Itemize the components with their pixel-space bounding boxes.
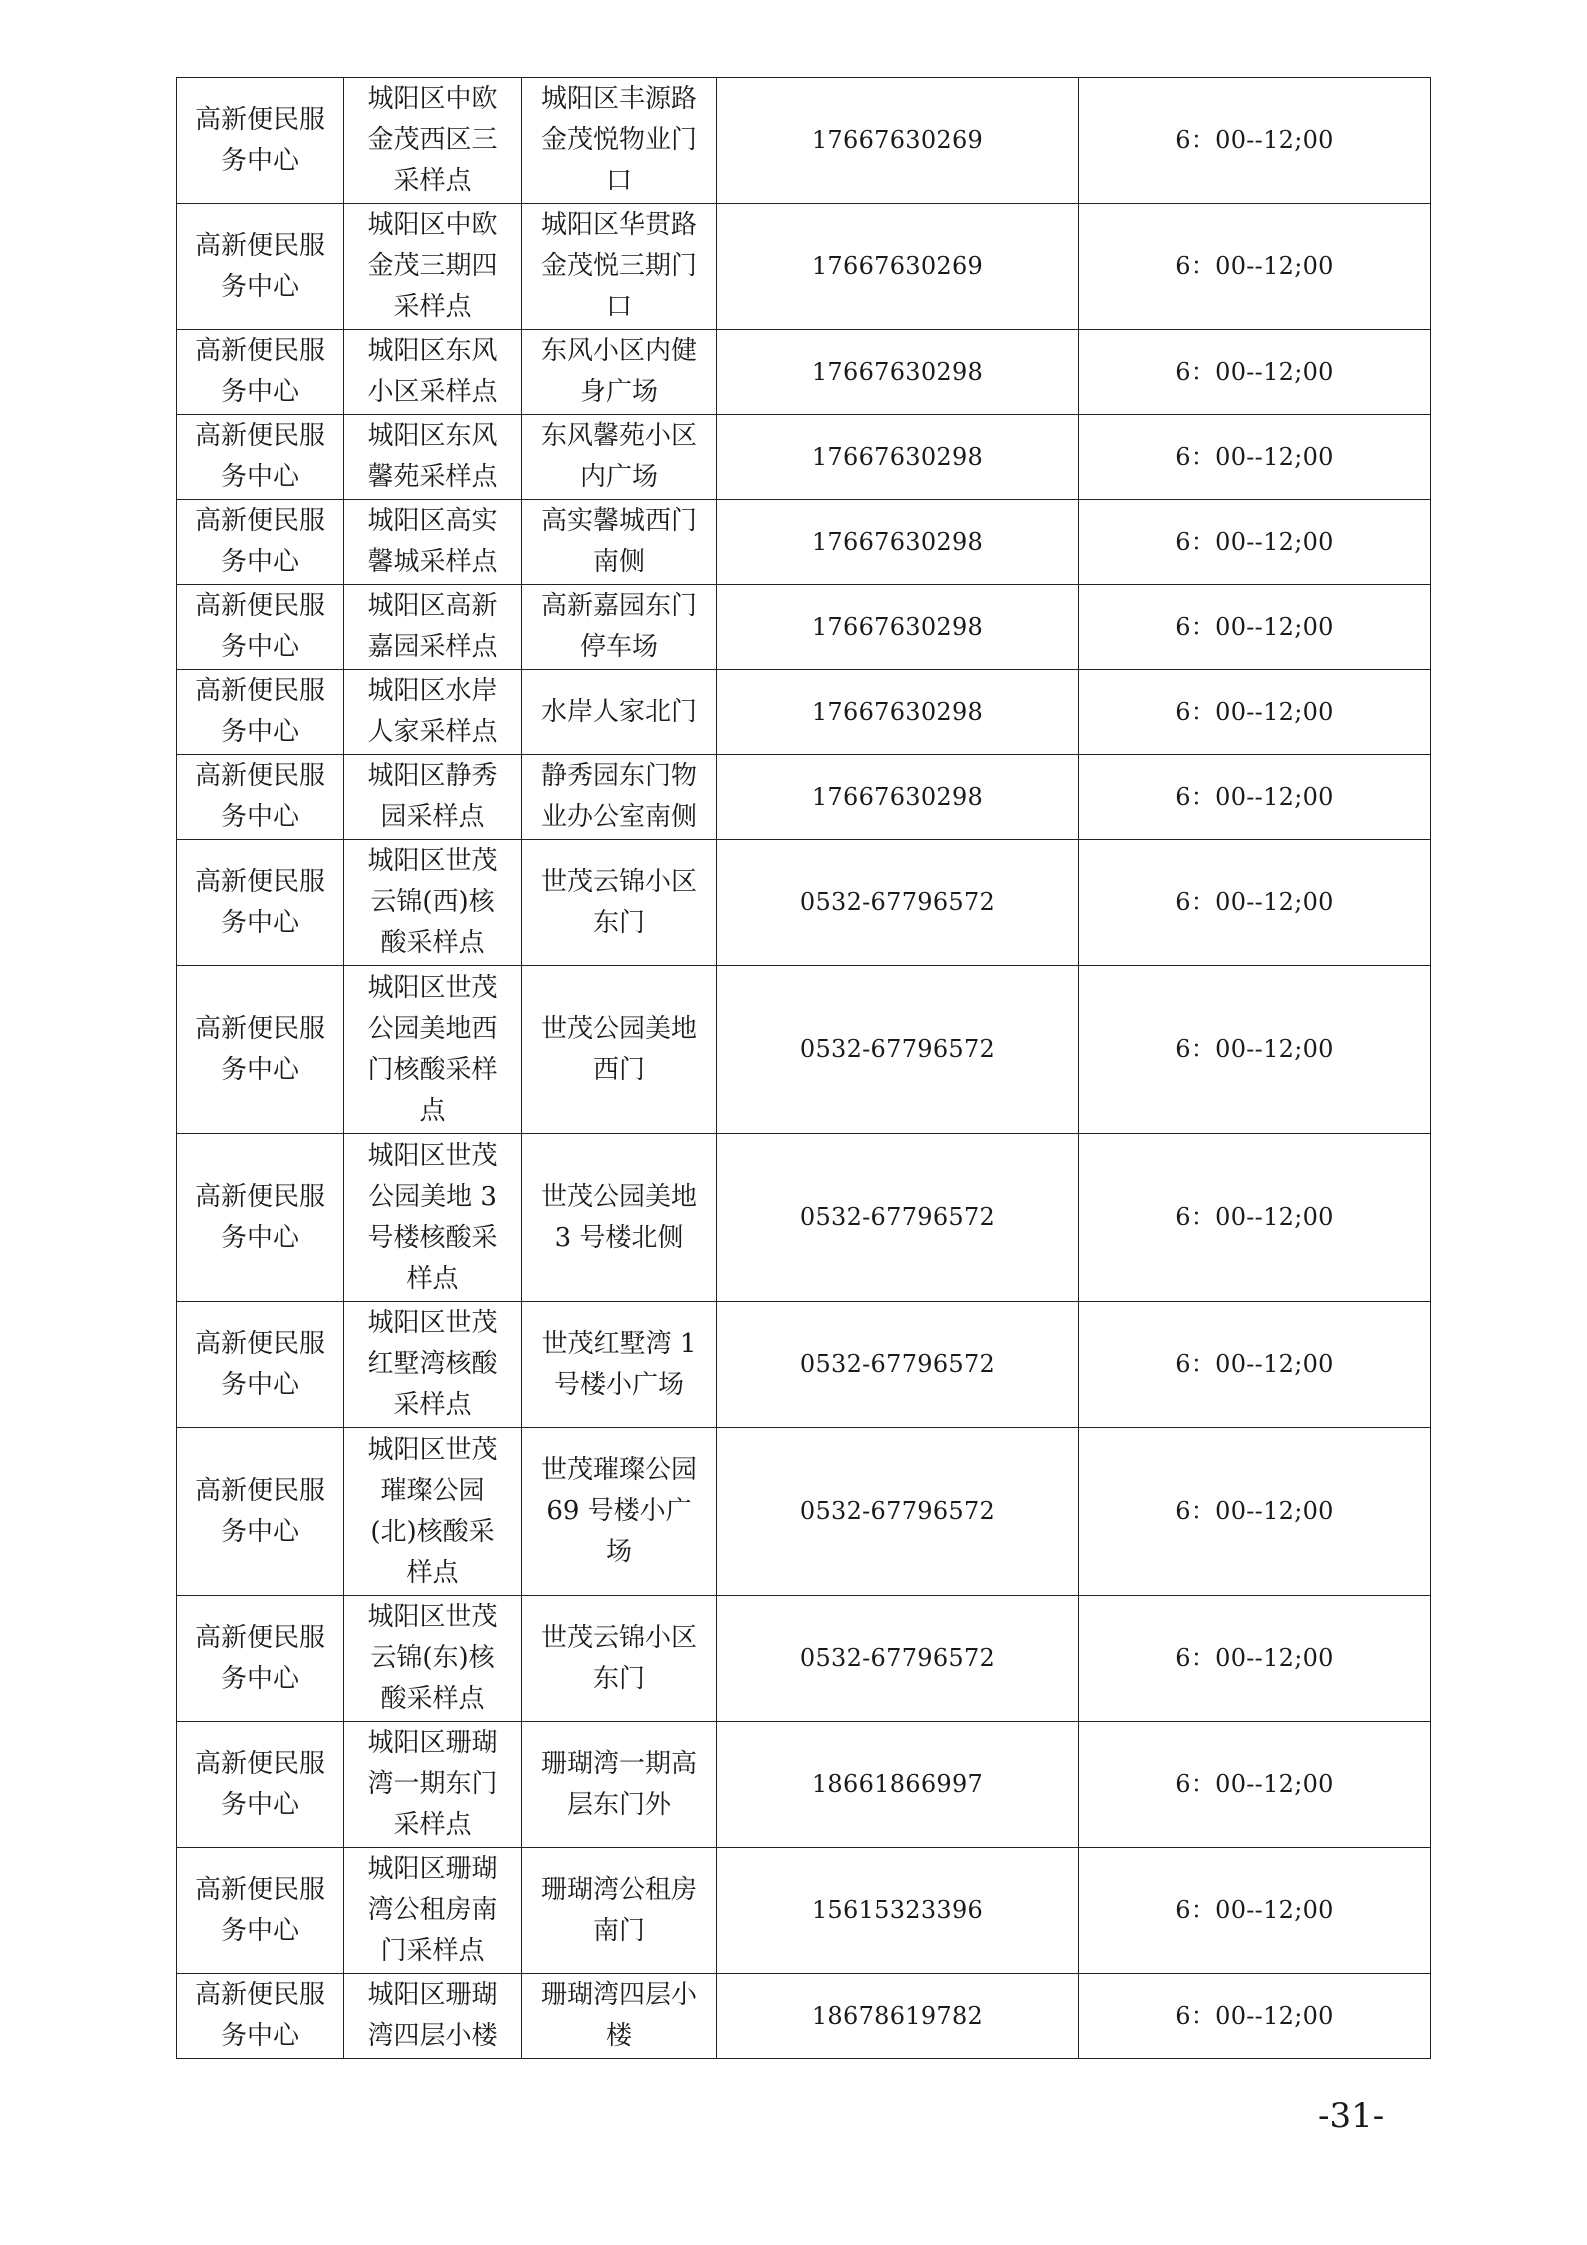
site-name-cell: 城阳区中欧金茂三期四采样点 — [344, 204, 522, 330]
site-name-cell: 城阳区世茂公园美地 3 号楼核酸采样点 — [344, 1134, 522, 1302]
table-row — [177, 204, 1431, 330]
phone-cell: 17667630298 — [717, 500, 1079, 585]
org-cell: 高新便民服务中心 — [177, 1722, 344, 1848]
table-row — [177, 670, 1431, 755]
site-name-cell: 城阳区高实馨城采样点 — [344, 500, 522, 585]
address-cell: 珊瑚湾一期高层东门外 — [522, 1722, 717, 1848]
address-cell: 珊瑚湾四层小楼 — [522, 1974, 717, 2059]
hours-cell: 6：00--12;00 — [1079, 1848, 1431, 1974]
table-row — [177, 1974, 1431, 2059]
hours-cell: 6：00--12;00 — [1079, 500, 1431, 585]
org-cell: 高新便民服务中心 — [177, 840, 344, 966]
table-row — [177, 78, 1431, 204]
org-cell: 高新便民服务中心 — [177, 1134, 344, 1302]
table-row — [177, 1134, 1431, 1302]
phone-cell: 15615323396 — [717, 1848, 1079, 1974]
org-cell: 高新便民服务中心 — [177, 1428, 344, 1596]
table-row — [177, 1848, 1431, 1974]
address-cell: 东风小区内健身广场 — [522, 330, 717, 415]
org-cell: 高新便民服务中心 — [177, 966, 344, 1134]
hours-cell: 6：00--12;00 — [1079, 966, 1431, 1134]
table-row — [177, 585, 1431, 670]
site-name-cell: 城阳区世茂璀璨公园(北)核酸采样点 — [344, 1428, 522, 1596]
org-cell: 高新便民服务中心 — [177, 78, 344, 204]
site-name-cell: 城阳区中欧金茂西区三采样点 — [344, 78, 522, 204]
org-cell: 高新便民服务中心 — [177, 1302, 344, 1428]
org-cell: 高新便民服务中心 — [177, 330, 344, 415]
hours-cell: 6：00--12;00 — [1079, 1302, 1431, 1428]
org-cell: 高新便民服务中心 — [177, 415, 344, 500]
phone-cell: 0532-67796572 — [717, 1428, 1079, 1596]
address-cell: 世茂公园美地 3 号楼北侧 — [522, 1134, 717, 1302]
address-cell: 城阳区华贯路金茂悦三期门口 — [522, 204, 717, 330]
table-row — [177, 330, 1431, 415]
table-row — [177, 1302, 1431, 1428]
sampling-site-table — [176, 77, 1431, 2059]
site-name-cell: 城阳区世茂云锦(西)核酸采样点 — [344, 840, 522, 966]
site-name-cell: 城阳区世茂云锦(东)核酸采样点 — [344, 1596, 522, 1722]
hours-cell: 6：00--12;00 — [1079, 755, 1431, 840]
page-number: -31- — [1318, 2096, 1385, 2136]
site-name-cell: 城阳区珊瑚湾公租房南门采样点 — [344, 1848, 522, 1974]
table-row — [177, 1722, 1431, 1848]
hours-cell: 6：00--12;00 — [1079, 1596, 1431, 1722]
site-name-cell: 城阳区珊瑚湾四层小楼 — [344, 1974, 522, 2059]
table-row — [177, 1596, 1431, 1722]
phone-cell: 17667630298 — [717, 330, 1079, 415]
phone-cell: 18678619782 — [717, 1974, 1079, 2059]
address-cell: 珊瑚湾公租房南门 — [522, 1848, 717, 1974]
address-cell: 世茂红墅湾 1 号楼小广场 — [522, 1302, 717, 1428]
hours-cell: 6：00--12;00 — [1079, 415, 1431, 500]
table-row — [177, 755, 1431, 840]
org-cell: 高新便民服务中心 — [177, 1974, 344, 2059]
phone-cell: 17667630269 — [717, 204, 1079, 330]
org-cell: 高新便民服务中心 — [177, 204, 344, 330]
hours-cell: 6：00--12;00 — [1079, 670, 1431, 755]
phone-cell: 0532-67796572 — [717, 1596, 1079, 1722]
phone-cell: 0532-67796572 — [717, 966, 1079, 1134]
phone-cell: 18661866997 — [717, 1722, 1079, 1848]
table-row — [177, 500, 1431, 585]
table-row — [177, 966, 1431, 1134]
hours-cell: 6：00--12;00 — [1079, 330, 1431, 415]
site-name-cell: 城阳区水岸人家采样点 — [344, 670, 522, 755]
hours-cell: 6：00--12;00 — [1079, 1134, 1431, 1302]
phone-cell: 17667630269 — [717, 78, 1079, 204]
address-cell: 高新嘉园东门停车场 — [522, 585, 717, 670]
phone-cell: 17667630298 — [717, 585, 1079, 670]
phone-cell: 0532-67796572 — [717, 840, 1079, 966]
site-name-cell: 城阳区东风小区采样点 — [344, 330, 522, 415]
phone-cell: 0532-67796572 — [717, 1302, 1079, 1428]
address-cell: 城阳区丰源路金茂悦物业门口 — [522, 78, 717, 204]
hours-cell: 6：00--12;00 — [1079, 585, 1431, 670]
table-row — [177, 1428, 1431, 1596]
site-name-cell: 城阳区东风馨苑采样点 — [344, 415, 522, 500]
phone-cell: 17667630298 — [717, 670, 1079, 755]
phone-cell: 17667630298 — [717, 415, 1079, 500]
address-cell: 东风馨苑小区内广场 — [522, 415, 717, 500]
org-cell: 高新便民服务中心 — [177, 755, 344, 840]
address-cell: 静秀园东门物业办公室南侧 — [522, 755, 717, 840]
table-row — [177, 840, 1431, 966]
org-cell: 高新便民服务中心 — [177, 585, 344, 670]
org-cell: 高新便民服务中心 — [177, 1848, 344, 1974]
site-name-cell: 城阳区高新嘉园采样点 — [344, 585, 522, 670]
site-name-cell: 城阳区世茂公园美地西门核酸采样点 — [344, 966, 522, 1134]
org-cell: 高新便民服务中心 — [177, 500, 344, 585]
address-cell: 高实馨城西门南侧 — [522, 500, 717, 585]
hours-cell: 6：00--12;00 — [1079, 840, 1431, 966]
site-name-cell: 城阳区珊瑚湾一期东门采样点 — [344, 1722, 522, 1848]
phone-cell: 17667630298 — [717, 755, 1079, 840]
address-cell: 世茂公园美地西门 — [522, 966, 717, 1134]
address-cell: 世茂云锦小区东门 — [522, 1596, 717, 1722]
site-name-cell: 城阳区静秀园采样点 — [344, 755, 522, 840]
phone-cell: 0532-67796572 — [717, 1134, 1079, 1302]
hours-cell: 6：00--12;00 — [1079, 78, 1431, 204]
site-name-cell: 城阳区世茂红墅湾核酸采样点 — [344, 1302, 522, 1428]
org-cell: 高新便民服务中心 — [177, 1596, 344, 1722]
hours-cell: 6：00--12;00 — [1079, 204, 1431, 330]
hours-cell: 6：00--12;00 — [1079, 1428, 1431, 1596]
address-cell: 水岸人家北门 — [522, 670, 717, 755]
hours-cell: 6：00--12;00 — [1079, 1722, 1431, 1848]
hours-cell: 6：00--12;00 — [1079, 1974, 1431, 2059]
address-cell: 世茂璀璨公园 69 号楼小广场 — [522, 1428, 717, 1596]
table-row — [177, 415, 1431, 500]
address-cell: 世茂云锦小区东门 — [522, 840, 717, 966]
org-cell: 高新便民服务中心 — [177, 670, 344, 755]
table-body — [177, 78, 1431, 2059]
